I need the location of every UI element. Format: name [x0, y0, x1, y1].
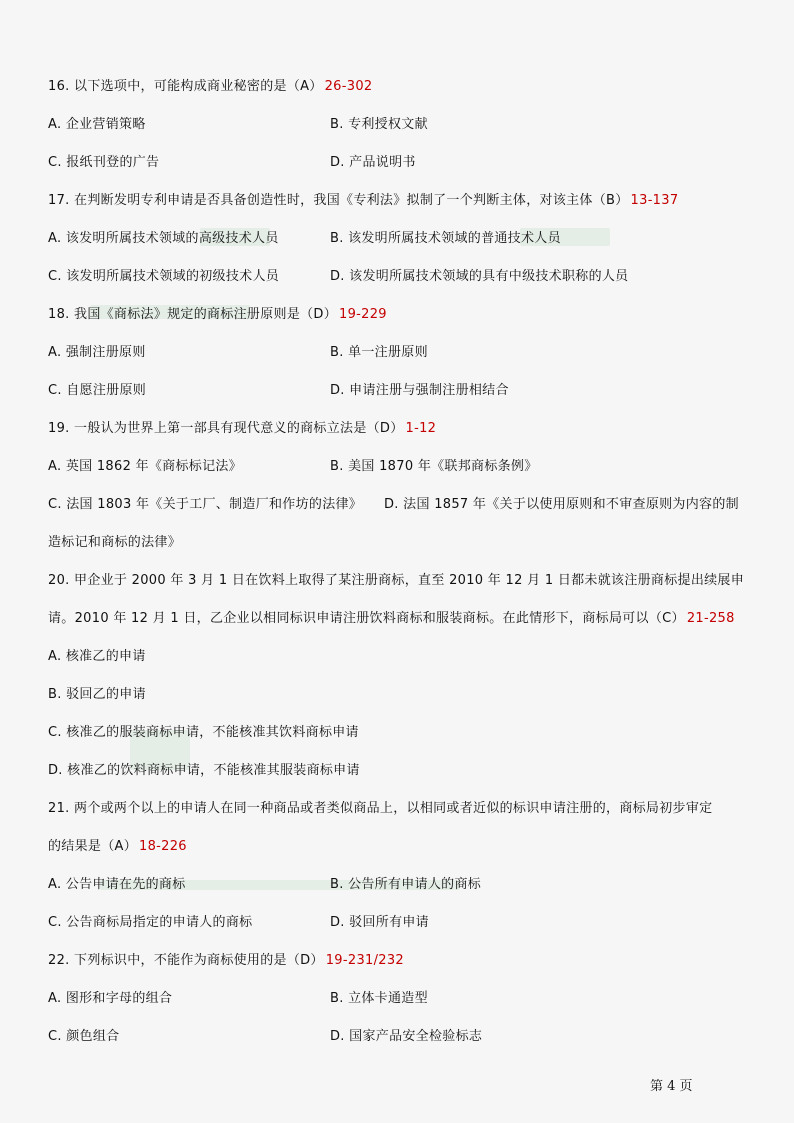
question-stem: 以下选项中，可能构成商业秘密的是（A） — [74, 79, 323, 94]
question-20 — [48, 571, 744, 591]
question-stem-continued: 请。2010 年 12 月 1 日，乙企业以相同标识申请注册饮料商标和服装商标。在此情形下，商标局可以（C） — [48, 611, 685, 626]
page-reference: 1-12 — [405, 421, 437, 436]
page-number: 第 4 页 — [650, 1079, 693, 1094]
question-16 — [48, 77, 372, 97]
page-reference: 19-231/232 — [325, 953, 404, 968]
option-c: C. 核准乙的服装商标申请，不能核准其饮料商标申请 — [48, 725, 359, 740]
page-reference: 21-258 — [686, 611, 735, 626]
option-a: A. 核准乙的申请 — [48, 649, 146, 664]
question-17 — [48, 191, 678, 211]
page-reference: 13-137 — [630, 193, 679, 208]
page-reference: 26-302 — [324, 79, 373, 94]
question-number: 22. — [48, 953, 70, 968]
option-a: A. 英国 1862 年《商标标记法》 — [48, 459, 242, 474]
option-c: C. 报纸刊登的广告 — [48, 155, 160, 170]
option-d: D. 申请注册与强制注册相结合 — [330, 383, 509, 398]
question-number: 19. — [48, 421, 70, 436]
option-d: D. 国家产品安全检验标志 — [330, 1029, 483, 1044]
question-20-continued — [48, 609, 735, 629]
question-22 — [48, 951, 404, 971]
page-reference: 19-229 — [339, 307, 387, 322]
question-stem-continued: 的结果是（A） — [48, 839, 137, 854]
question-21-continued — [48, 837, 187, 857]
option-b: B. 驳回乙的申请 — [48, 687, 146, 702]
question-stem: 下列标识中，不能作为商标使用的是（D） — [74, 953, 324, 968]
question-number: 20. — [48, 573, 70, 588]
option-d-continued: 造标记和商标的法律》 — [48, 535, 182, 550]
option-c: C. 颜色组合 — [48, 1029, 120, 1044]
option-c: C. 公告商标局指定的申请人的商标 — [48, 915, 253, 930]
option-d: D. 核准乙的饮料商标申请，不能核准其服装商标申请 — [48, 763, 360, 778]
option-d: D. 法国 1857 年《关于以使用原则和不审查原则为内容的制 — [384, 497, 739, 512]
option-b: B. 单一注册原则 — [330, 345, 428, 360]
option-b: B. 公告所有申请人的商标 — [330, 877, 482, 892]
option-b: B. 专利授权文献 — [330, 117, 428, 132]
question-number: 16. — [48, 79, 70, 94]
question-stem: 我国《商标法》规定的商标注册原则是（D） — [74, 307, 338, 322]
question-18 — [48, 305, 387, 325]
option-a: A. 图形和字母的组合 — [48, 991, 173, 1006]
question-number: 21. — [48, 801, 70, 816]
option-a: A. 强制注册原则 — [48, 345, 146, 360]
option-c: C. 法国 1803 年《关于工厂、制造厂和作坊的法律》 — [48, 497, 363, 512]
question-stem: 甲企业于 2000 年 3 月 1 日在饮料上取得了某注册商标，直至 2010 年 12 月 1 日都未就该注册商标提出续展申 — [74, 573, 745, 588]
question-stem: 一般认为世界上第一部具有现代意义的商标立法是（D） — [74, 421, 404, 436]
option-b: B. 美国 1870 年《联邦商标条例》 — [330, 459, 538, 474]
option-d: D. 驳回所有申请 — [330, 915, 429, 930]
option-a: A. 该发明所属技术领域的高级技术人员 — [48, 231, 279, 246]
option-d: D. 产品说明书 — [330, 155, 416, 170]
option-a: A. 公告申请在先的商标 — [48, 877, 186, 892]
question-number: 18. — [48, 307, 70, 322]
option-c: C. 该发明所属技术领域的初级技术人员 — [48, 269, 280, 284]
question-19 — [48, 419, 436, 439]
page-reference: 18-226 — [139, 839, 187, 854]
question-number: 17. — [48, 193, 70, 208]
question-stem: 在判断发明专利申请是否具备创造性时，我国《专利法》拟制了一个判断主体，对该主体（B） — [74, 193, 629, 208]
option-a: A. 企业营销策略 — [48, 117, 146, 132]
question-21 — [48, 799, 712, 819]
option-c: C. 自愿注册原则 — [48, 383, 147, 398]
option-b: B. 立体卡通造型 — [330, 991, 428, 1006]
option-b: B. 该发明所属技术领域的普通技术人员 — [330, 231, 561, 246]
option-d: D. 该发明所属技术领域的具有中级技术职称的人员 — [330, 269, 629, 284]
question-stem: 两个或两个以上的申请人在同一种商品或者类似商品上，以相同或者近似的标识申请注册的，商标局初步审定 — [74, 801, 713, 816]
